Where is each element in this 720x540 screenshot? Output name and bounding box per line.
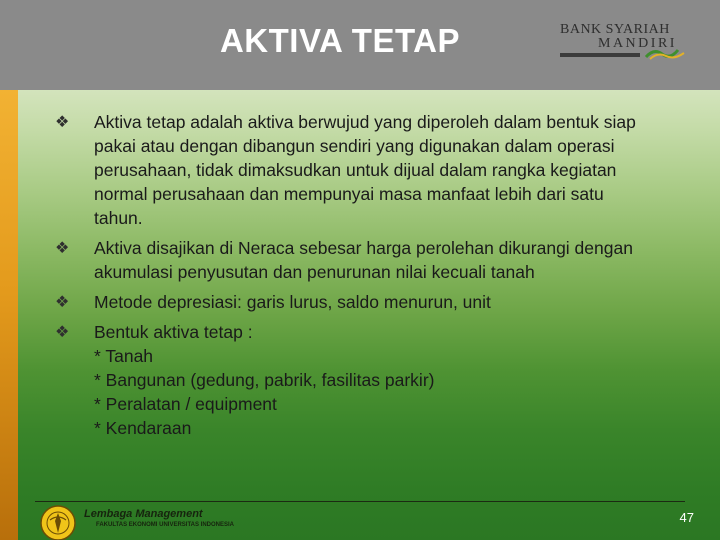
bullet-text: Aktiva tetap adalah aktiva berwujud yang diperoleh dalam bentuk siap pakai atau dengan dibangun sendiri yang digunakan dalam operasi perusahaan, tidak dimaksudkan untuk dijual dalam rangka kegiatan normal perusahaan dan mempunyai masa manfaat lebih dari satu tahun. <box>94 112 636 228</box>
slide-title: AKTIVA TETAP <box>219 22 461 59</box>
bank-logo-line2: MANDIRI <box>598 36 677 51</box>
bullet-diamond-icon: ❖ <box>55 292 70 311</box>
bank-syariah-mandiri-logo <box>556 20 692 64</box>
bullet-diamond-icon: ❖ <box>55 238 70 257</box>
lembaga-management-emblem-icon <box>36 502 80 540</box>
bullet-item <box>55 290 717 314</box>
bullet-text: Aktiva disajikan di Neraca sebesar harga perolehan dikurangi dengan akumulasi penyusutan dan penurunan nilai kecuali tanah <box>94 238 633 282</box>
bullet-item <box>55 236 717 284</box>
bullet-text: Metode depresiasi: garis lurus, saldo menurun, unit <box>94 292 491 312</box>
bullet-diamond-icon: ❖ <box>55 112 70 131</box>
bank-logo-wave-icon <box>644 46 688 60</box>
bullet-item <box>55 110 717 230</box>
bullet-item <box>55 320 717 440</box>
slide-body <box>55 110 717 446</box>
bank-logo-tagline-bar <box>560 53 640 57</box>
bank-logo-line1: BANK SYARIAH <box>560 22 670 37</box>
lembaga-management-name: Lembaga Management <box>84 508 203 520</box>
lembaga-management-subtitle: FAKULTAS EKONOMI UNIVERSITAS INDONESIA <box>96 522 235 528</box>
left-accent-strip <box>0 90 18 540</box>
bullet-text: Bentuk aktiva tetap : * Tanah * Bangunan (gedung, pabrik, fasilitas parkir) * Peralatan / equipment * Kendaraan <box>94 322 435 438</box>
footer-divider <box>35 501 685 502</box>
bullet-diamond-icon: ❖ <box>55 322 70 341</box>
page-number: 47 <box>679 510 694 525</box>
